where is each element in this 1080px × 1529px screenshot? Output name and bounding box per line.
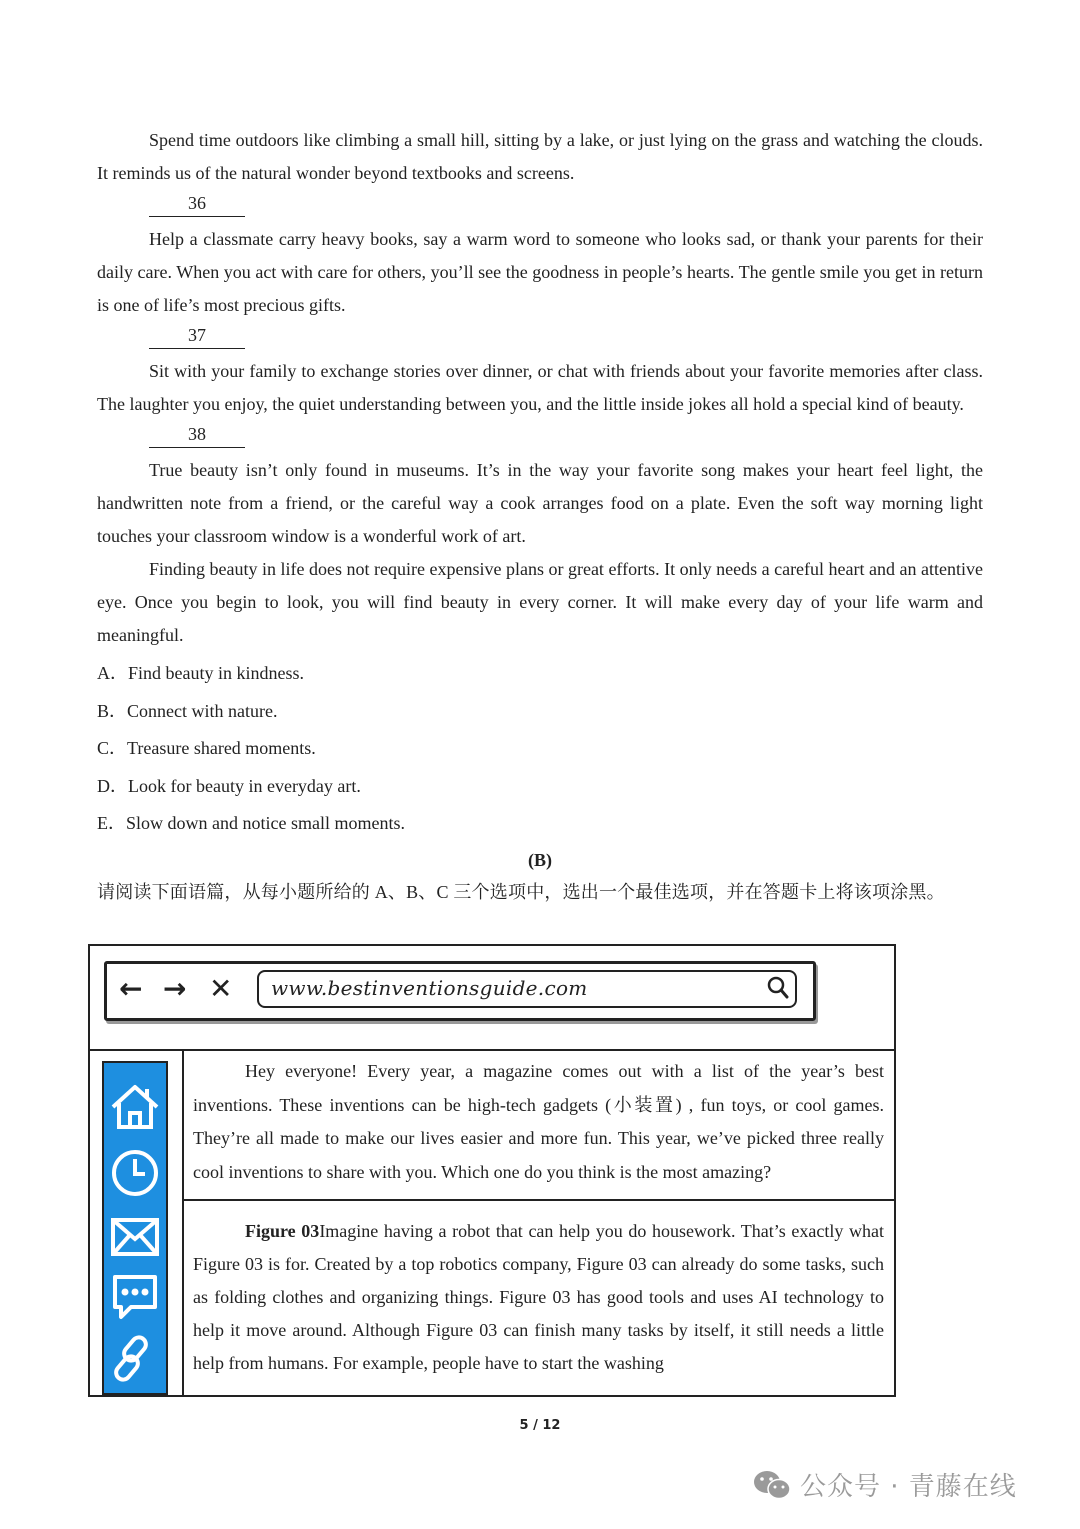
- watermark: [752, 1466, 1017, 1503]
- blank-38: [97, 421, 983, 454]
- paragraph-everyday-art: True beauty isn’t only found in museums. It’s in the way your favorite song makes your heart feel light, the handwritten note from a friend, or the careful way a cook arranges food on a plate. Even the soft way morning light touches your classroom window is a wonderful work of art.: [97, 460, 983, 546]
- browser-toolbar: [90, 946, 894, 1051]
- option-e: E．Slow down and notice small moments.: [97, 813, 405, 833]
- close-icon[interactable]: ✕: [209, 972, 233, 1005]
- blank-37: [97, 322, 983, 355]
- option-d: D．Look for beauty in everyday art.: [97, 775, 361, 796]
- option-a: A．Find beauty in kindness.: [97, 663, 304, 683]
- wechat-icon: [752, 1468, 792, 1502]
- figure-03-panel: [184, 1201, 894, 1395]
- blank-number: 38: [149, 421, 245, 448]
- figure-03-title: Figure 03: [245, 1221, 320, 1241]
- option-c: C．Treasure shared moments.: [97, 738, 316, 758]
- link-icon[interactable]: [109, 1333, 161, 1385]
- watermark-text: 公众号 · 青藤在线: [800, 1472, 1017, 1502]
- blank-number: 37: [149, 322, 245, 349]
- blank-number: 36: [149, 190, 245, 217]
- reading-passage: [97, 124, 983, 915]
- paragraph-kindness: Help a classmate carry heavy books, say a warm word to someone who looks sad, or thank your parents for their daily care. When you act with care for others, you’ll see the goodness in people’s hearts. The gentle smile you get in return is one of life’s most precious gifts.: [97, 229, 983, 315]
- page-number: 5 / 12: [519, 1418, 561, 1433]
- figure-03-body: Imagine having a robot that can help you do housework. That’s exactly what Figure 03 is for. Created by a top robotics company, Figure 03 can already do some tasks, such as folding clothes and organizing things. Figure 03 has good tools and uses AI technology to help it move around. Although Figure 03 can finish many tasks by itself, it still needs a little help from humans. For example, people have to start the washing: [193, 1221, 884, 1373]
- paragraph-shared-moments: Sit with your family to exchange stories over dinner, or chat with friends about your favorite memories after class. The laughter you enjoy, the quiet understanding between you, and the little inside jokes all hold a special kind of beauty.: [97, 361, 983, 414]
- chat-icon[interactable]: [109, 1271, 161, 1323]
- intro-panel: [184, 1049, 894, 1201]
- sidebar-icon-bar: [102, 1061, 168, 1395]
- url-text: www.bestinventionsguide.com: [271, 976, 588, 1000]
- intro-text: Hey everyone! Every year, a magazine comes out with a list of the year’s best inventions. These inventions can be high-tech gadgets (小装置) , fun toys, or cool games. They’re all made to make our lives easier and more fun. This year, we’ve picked three really cool inventions to share with you. Which one do you think is the most amazing?: [193, 1061, 884, 1182]
- back-arrow-icon[interactable]: ←: [119, 972, 143, 1005]
- sidebar: [90, 1049, 184, 1395]
- option-b: B．Connect with nature.: [97, 700, 278, 721]
- paragraph-conclusion: Finding beauty in life does not require expensive plans or great efforts. It only needs a careful heart and an attentive eye. Once you begin to look, you will find beauty in every corner. It will make every day of your life warm and meaningful.: [97, 559, 983, 645]
- section-instruction: 请阅读下面语篇，从每小题所给的 A、B、C 三个选项中，选出一个最佳选项，并在答题卡上将该项涂黑。: [97, 881, 945, 902]
- section-heading: (B): [528, 849, 552, 870]
- browser-illustration: [88, 944, 896, 1397]
- search-icon[interactable]: [767, 976, 789, 1000]
- forward-arrow-icon[interactable]: →: [163, 972, 187, 1005]
- mail-icon[interactable]: [109, 1211, 161, 1263]
- url-input[interactable]: [257, 970, 797, 1008]
- options-list: [97, 655, 983, 843]
- blank-36: [97, 190, 983, 223]
- figure-03-text: [184, 1201, 894, 1380]
- clock-icon[interactable]: [109, 1147, 161, 1199]
- browser-content: [184, 1049, 894, 1395]
- home-icon[interactable]: [109, 1081, 161, 1133]
- paragraph-nature: Spend time outdoors like climbing a small hill, sitting by a lake, or just lying on the grass and watching the clouds. It reminds us of the natural wonder beyond textbooks and screens.: [97, 130, 983, 183]
- address-bar-container: [104, 961, 816, 1021]
